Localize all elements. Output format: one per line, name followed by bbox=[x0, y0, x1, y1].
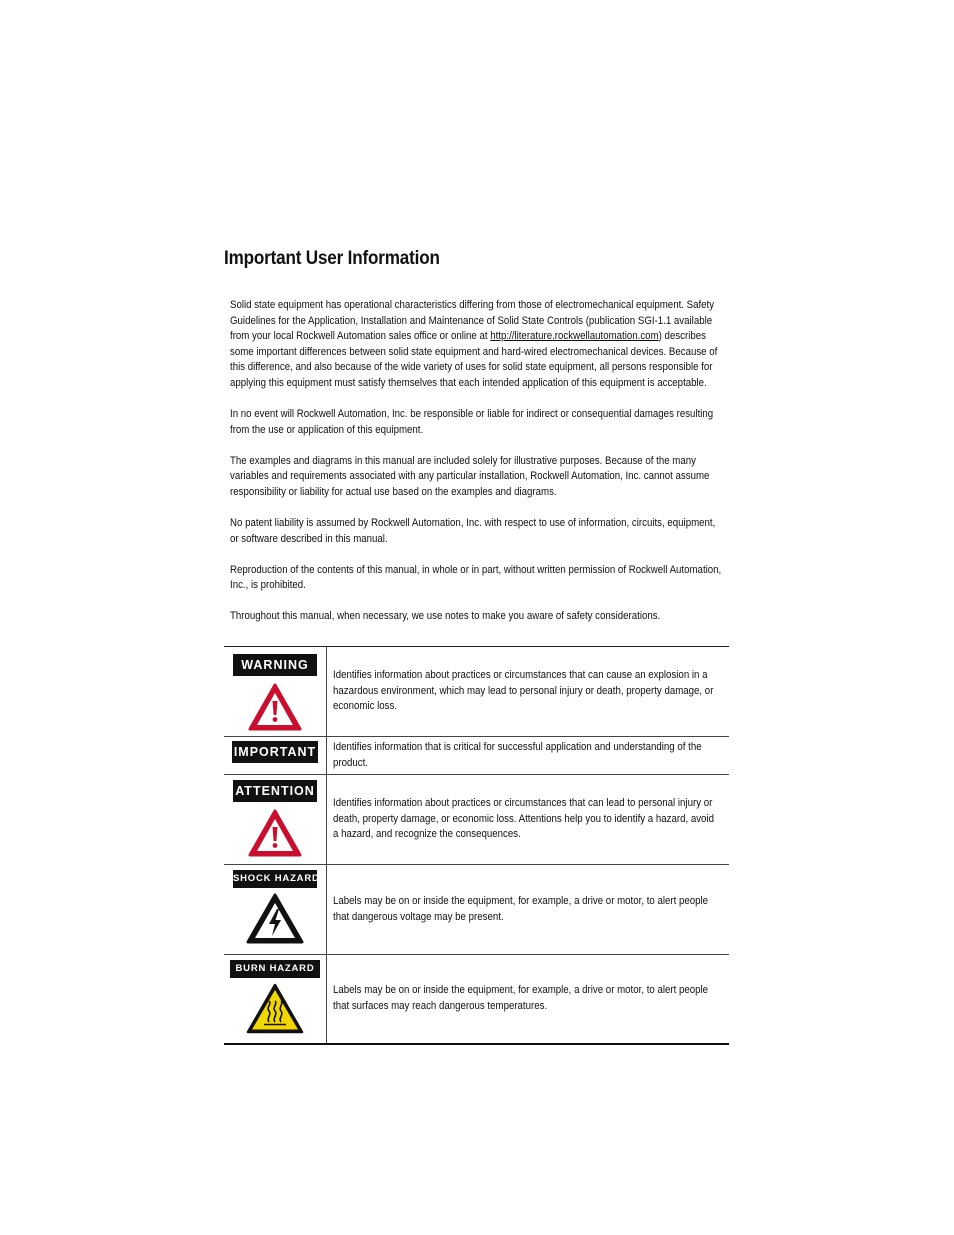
paragraph-notes-intro: Throughout this manual, when necessary, we use notes to make you aware of safety considerations. bbox=[230, 610, 661, 623]
note-text-cell-shock-hazard bbox=[327, 865, 781, 954]
note-text-cell-warning bbox=[327, 647, 781, 736]
note-row-attention bbox=[224, 775, 729, 865]
note-text-important: Identifies information that is critical for successful application and understanding of the product. bbox=[333, 740, 702, 769]
note-row-important bbox=[224, 737, 729, 775]
note-label-attention bbox=[224, 775, 327, 864]
attention-badge: ATTENTION bbox=[233, 780, 317, 802]
note-row-burn-hazard bbox=[224, 955, 729, 1043]
note-label-burn-hazard bbox=[224, 955, 327, 1043]
note-text-warning: Identifies information about practices or circumstances that can cause an explosion in a hazardous environment, which may lead to personal injury or death, property damage, or economic loss. bbox=[333, 669, 714, 713]
paragraph-examples: The examples and diagrams in this manual are included solely for illustrative purposes. Because of the many variables and requirements associated with any particular installation, Rockwell Automation, Inc. cannot assume responsibility or liability for actual use based on the examples and diagrams. bbox=[230, 454, 710, 498]
note-text-shock-hazard: Labels may be on or inside the equipment, for example, a drive or motor, to alert people that dangerous voltage may be present. bbox=[333, 894, 709, 923]
note-label-important bbox=[224, 737, 327, 774]
note-text-cell-attention bbox=[327, 775, 781, 864]
note-row-shock-hazard bbox=[224, 865, 729, 955]
note-label-warning bbox=[224, 647, 327, 736]
paragraph-patent: No patent liability is assumed by Rockwell Automation, Inc. with respect to use of information, circuits, equipment, or software described in this manual. bbox=[230, 517, 716, 545]
paragraph-solid-state-text-b: ) describes some important differences between solid state equipment and hard-wired electromechanical devices. Because of this difference, and also because of the wide variety of uses for solid state equipment, all persons responsible for applying this equipment must satisfy themselves that each intended application of this equipment is acceptable. bbox=[230, 330, 718, 389]
note-row-warning bbox=[224, 647, 729, 737]
body-text bbox=[230, 298, 723, 641]
page-title: Important User Information bbox=[224, 248, 440, 269]
note-label-shock-hazard bbox=[224, 865, 327, 954]
exclamation-triangle-icon bbox=[247, 808, 303, 858]
burn-hazard-badge: BURN HAZARD bbox=[230, 960, 320, 978]
heat-triangle-icon bbox=[245, 982, 305, 1036]
paragraph-liability: In no event will Rockwell Automation, Inc. be responsible or liable for indirect or consequential damages resulting from the use or application of this equipment. bbox=[230, 408, 714, 436]
note-text-attention: Identifies information about practices or circumstances that can lead to personal injury or death, property damage, or economic loss. Attentions help you to identify a hazard, avoid a hazard, and recognize the consequences. bbox=[333, 797, 714, 841]
paragraph-solid-state bbox=[230, 298, 723, 392]
note-text-cell-important bbox=[327, 737, 781, 774]
exclamation-triangle-icon bbox=[247, 682, 303, 732]
note-text-cell-burn-hazard bbox=[327, 955, 781, 1043]
warning-badge: WARNING bbox=[233, 654, 317, 676]
literature-link[interactable]: http://literature.rockwellautomation.com bbox=[490, 330, 659, 343]
important-badge: IMPORTANT bbox=[232, 741, 318, 763]
note-text-burn-hazard: Labels may be on or inside the equipment, for example, a drive or motor, to alert people that surfaces may reach dangerous temperatures. bbox=[333, 984, 709, 1012]
shock-hazard-badge: SHOCK HAZARD bbox=[233, 870, 317, 888]
lightning-triangle-icon bbox=[245, 892, 305, 946]
paragraph-solid-state-text-a: Solid state equipment has operational characteristics differing from those of electromechanical equipment. Safety Guidelines for the Application, Installation and Maintenance of Solid State Controls (publication SGI-1.1 available from your local Rockwell Automation sales office or online at bbox=[230, 299, 715, 343]
safety-notes-table bbox=[224, 646, 729, 1045]
paragraph-reproduction: Reproduction of the contents of this manual, in whole or in part, without written permission of Rockwell Automation, Inc., is prohibited. bbox=[230, 563, 722, 592]
